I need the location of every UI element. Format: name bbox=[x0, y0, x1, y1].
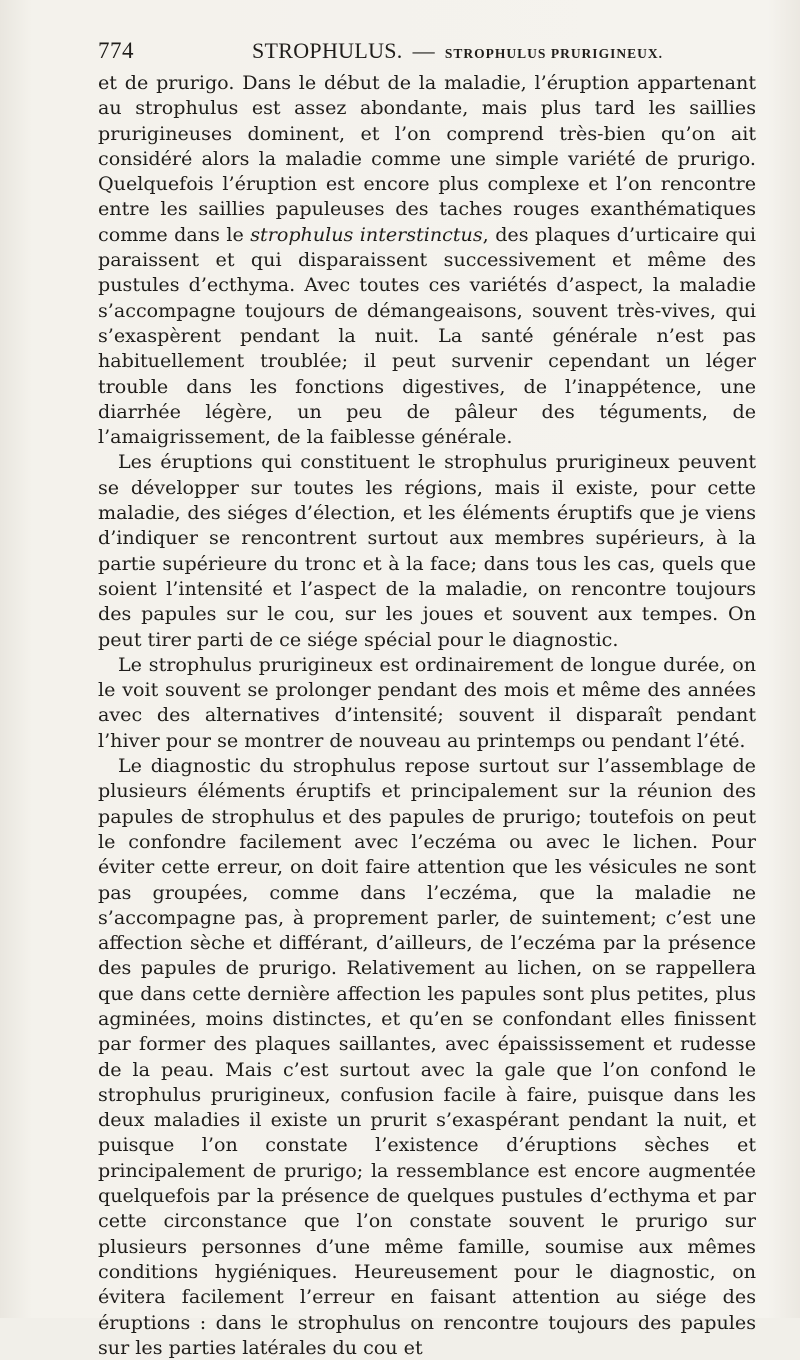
running-header bbox=[98, 38, 756, 68]
chapter-title: STROPHULUS. bbox=[252, 38, 403, 63]
title-dash: — bbox=[412, 38, 435, 63]
paragraph-3: Le strophulus prurigineux est ordinairement de longue durée, on le voit souvent se prolonger pendant des mois et même des années avec des alternatives d’intensité; souvent il disparaît pendant l’hiver pour se montrer de nouveau au printemps ou pendant l’été. bbox=[98, 652, 756, 752]
body-text bbox=[98, 70, 756, 1360]
paragraph-1-part-2: , des plaques d’urticaire qui paraissent et qui disparaissent successivement et même des pustules d’ecthyma. Avec toutes ces variétés d’aspect, la maladie s’accompagne toujours de démangeaisons, souvent très-vives, qui s’exaspèrent pendant la nuit. La santé générale n’est pas habituellement troublée; il peut survenir cependant un léger trouble dans les fonctions digestives, de l’inappétence, une diarrhée légère, un peu de pâleur des téguments, de l’amaigrissement, de la faiblesse générale. bbox=[98, 222, 756, 449]
paragraph-1 bbox=[98, 70, 756, 449]
running-title bbox=[252, 38, 663, 64]
paragraph-4: Le diagnostic du strophulus repose surtout sur l’assemblage de plusieurs éléments éruptifs et principalement sur la réunion des papules de strophulus et des papules de prurigo; toutefois on peut le confondre facilement avec l’eczéma ou avec le lichen. Pour éviter cette erreur, on doit faire attention que les vésicules ne sont pas groupées, comme dans l’eczéma, que la maladie ne s’accompagne pas, à proprement parler, de suintement; c’est une affection sèche et différant, d’ailleurs, de l’eczéma par la présence des papules de prurigo. Relativement au lichen, on se rappellera que dans cette dernière affection les papules sont plus petites, plus agminées, moins distinctes, et qu’en se confondant elles finissent par former des plaques saillantes, avec épaississement et rudesse de la peau. Mais c’est surtout avec la gale que l’on confond le strophulus prurigineux, confusion facile à faire, puisque dans les deux maladies il existe un prurit s’exaspérant pendant la nuit, et puisque l’on constate l’existence d’éruptions sèches et principalement de prurigo; la ressemblance est encore augmentée quelquefois par la présence de quelques pustules d’ecthyma et par cette circonstance que l’on constate souvent le prurigo sur plusieurs personnes d’une même famille, soumise aux mêmes conditions hygiéniques. Heureusement pour le diagnostic, on évitera facilement l’erreur en faisant attention au siége des éruptions : dans le strophulus on rencontre toujours des papules sur les parties latérales du cou et bbox=[98, 754, 756, 1359]
paragraph-1-italic-term: strophulus interstinctus bbox=[250, 222, 483, 246]
paragraph-2: Les éruptions qui constituent le strophulus prurigineux peuvent se développer sur toutes les régions, mais il existe, pour cette maladie, des siéges d’élection, et les éléments éruptifs que je viens d’indiquer se rencontrent surtout aux membres supérieurs, à la partie supérieure du tronc et à la face; dans tous les cas, quels que soient l’intensité et l’aspect de la maladie, on rencontre toujours des papules sur le cou, sur les joues et souvent aux tempes. On peut tirer parti de ce siége spécial pour le diagnostic. bbox=[98, 450, 756, 651]
section-title: STROPHULUS PRURIGINEUX. bbox=[444, 46, 663, 61]
paragraph-1-part-1: et de prurigo. Dans le début de la maladie, l’éruption appartenant au strophulus est assez abondante, mais plus tard les saillies prurigineuses dominent, et l’on comprend très-bien qu’on ait considéré alors la maladie comme une simple variété de prurigo. Quelquefois l’éruption est encore plus complexe et l’on rencontre entre les saillies papuleuses des taches rouges exanthématiques comme dans le bbox=[98, 71, 756, 246]
page-number: 774 bbox=[98, 38, 134, 63]
